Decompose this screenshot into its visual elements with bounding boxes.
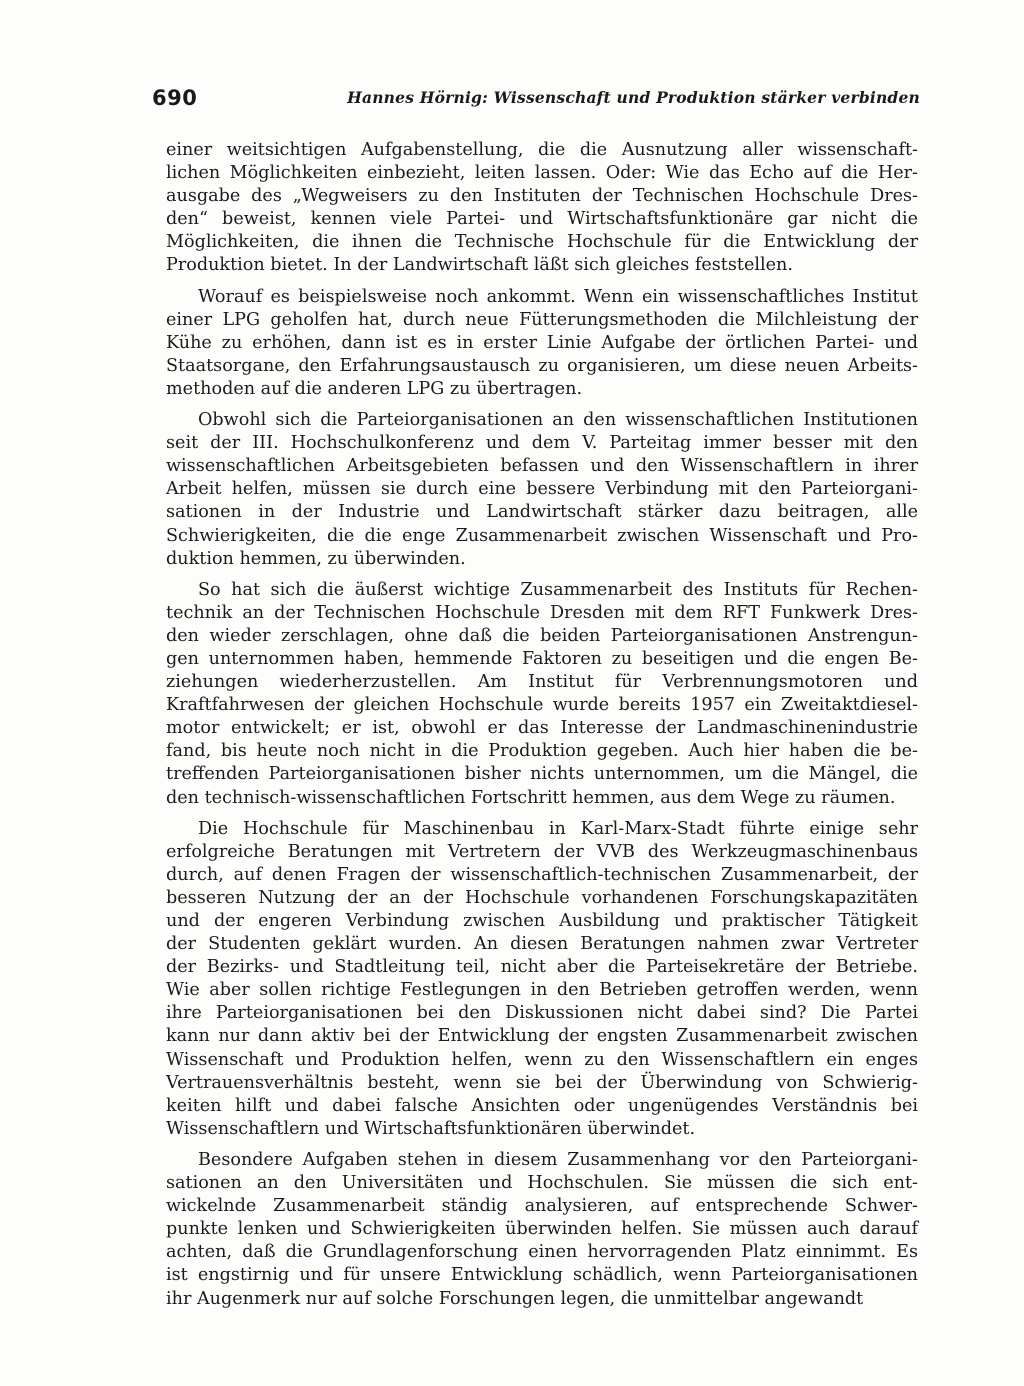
text-line: sationen in der Industrie und Landwirtschaft stärker dazu beitragen, alle <box>166 502 918 523</box>
text-line: der Bezirks- und Stadtleitung teil, nicht aber die Parteisekretäre der Betriebe. <box>166 957 918 978</box>
text-line: den technisch-wissenschaftlichen Fortschritt hemmen, aus dem Wege zu räumen. <box>166 787 896 808</box>
text-line: seit der III. Hochschulkonferenz und dem V. Parteitag immer besser mit den <box>166 433 918 454</box>
text-line: methoden auf die anderen LPG zu übertragen. <box>166 378 583 399</box>
text-line: keiten hilft und dabei falsche Ansichten oder ungenügendes Verständnis bei <box>166 1095 918 1116</box>
paragraph <box>166 409 918 571</box>
text-line: Die Hochschule für Maschinenbau in Karl-Marx-Stadt führte einige sehr <box>198 818 918 839</box>
text-line: einer weitsichtigen Aufgabenstellung, die die Ausnutzung aller wissenschaft- <box>166 140 918 160</box>
text-line: gen unternommen haben, hemmende Faktoren zu beseitigen und die engen Be- <box>166 648 918 669</box>
text-line: und der engeren Verbindung zwischen Ausbildung und praktischer Tätigkeit <box>166 911 918 931</box>
text-line: fand, bis heute noch nicht in die Produktion gegeben. Auch hier haben die be- <box>166 741 918 762</box>
running-head: Hannes Hörnig: Wissenschaft und Produktion stärker verbinden <box>347 88 920 107</box>
text-line: treffenden Parteiorganisationen bisher nichts unternommen, um die Mängel, die <box>166 764 918 785</box>
text-line: Obwohl sich die Parteiorganisationen an den wissenschaftlichen Institutionen <box>198 410 918 431</box>
text-line: der Studenten geklärt wurden. An diesen Beratungen nahmen zwar Vertreter <box>166 934 918 955</box>
text-line: Staatsorgane, den Erfahrungsaustausch zu organisieren, um diese neuen Arbeits- <box>166 355 918 376</box>
text-line: Möglichkeiten, die ihnen die Technische Hochschule für die Entwicklung der <box>166 232 918 253</box>
text-line: Kraftfahrwesen der gleichen Hochschule wurde bereits 1957 ein Zweitaktdiesel- <box>166 695 918 716</box>
text-line: Produktion bietet. In der Landwirtschaft läßt sich gleiches feststellen. <box>166 255 793 276</box>
text-line: Besondere Aufgaben stehen in diesem Zusammenhang vor den Parteiorgani- <box>198 1149 918 1170</box>
text-line: Kühe zu erhöhen, dann ist es in erster Linie Aufgabe der örtlichen Partei- und <box>166 332 918 353</box>
text-line: Arbeit helfen, müssen sie durch eine bessere Verbindung mit den Parteiorgani- <box>166 479 918 500</box>
text-line: einer LPG geholfen hat, durch neue Fütterungsmethoden die Milchleistung der <box>166 309 918 330</box>
text-line: technik an der Technischen Hochschule Dresden mit dem RFT Funkwerk Dres- <box>166 602 918 623</box>
text-line: ausgabe des „Wegweisers zu den Instituten der Technischen Hochschule Dres- <box>166 186 918 207</box>
body-text <box>166 139 918 1319</box>
page-number: 690 <box>152 86 198 110</box>
paragraph <box>166 818 918 1141</box>
paragraph <box>166 286 918 401</box>
text-line: lichen Möglichkeiten einbezieht, leiten lassen. Oder: Wie das Echo auf die Her- <box>166 163 918 184</box>
paragraph <box>166 139 918 278</box>
text-line: durch, auf denen Fragen der wissenschaftlich-technischen Zusammenarbeit, der <box>166 864 918 885</box>
text-line: Wie aber sollen richtige Festlegungen in den Betrieben getroffen werden, wenn <box>166 980 918 1001</box>
text-line: duktion hemmen, zu überwinden. <box>166 548 466 569</box>
text-line: ist engstirnig und für unsere Entwicklung schädlich, wenn Parteiorganisationen <box>166 1265 918 1286</box>
text-line: ihr Augenmerk nur auf solche Forschungen legen, die unmittelbar angewandt <box>166 1288 864 1309</box>
text-line: besseren Nutzung der an der Hochschule vorhandenen Forschungskapazitäten <box>166 887 918 908</box>
text-line: Wissenschaftlern und Wirtschaftsfunktionären überwindet. <box>166 1118 696 1139</box>
text-line: ihre Parteiorganisationen bei den Diskussionen nicht dabei sind? Die Partei <box>166 1003 918 1024</box>
text-line: wickelnde Zusammenarbeit ständig analysieren, auf entsprechende Schwer- <box>166 1196 918 1217</box>
text-line: den wieder zerschlagen, ohne daß die beiden Parteiorganisationen Anstrengun- <box>166 625 918 646</box>
text-line: wissenschaftlichen Arbeitsgebieten befassen und den Wissenschaftlern in ihrer <box>166 456 918 477</box>
text-line: achten, daß die Grundlagenforschung einen hervorragenden Platz einnimmt. Es <box>166 1242 918 1263</box>
text-line: erfolgreiche Beratungen mit Vertretern der VVB des Werkzeugmaschinenbaus <box>166 841 918 862</box>
text-line: den“ beweist, kennen viele Partei- und Wirtschaftsfunktionäre gar nicht die <box>166 209 918 230</box>
text-line: So hat sich die äußerst wichtige Zusammenarbeit des Instituts für Rechen- <box>198 579 918 600</box>
paragraph <box>166 579 918 810</box>
text-line: Schwierigkeiten, die die enge Zusammenarbeit zwischen Wissenschaft und Pro- <box>166 525 918 546</box>
paragraph <box>166 1149 918 1311</box>
text-line: punkte lenken und Schwierigkeiten überwinden helfen. Sie müssen auch darauf <box>166 1219 918 1240</box>
text-line: motor entwickelt; er ist, obwohl er das Interesse der Landmaschinenindustrie <box>166 718 918 739</box>
text-line: sationen an den Universitäten und Hochschulen. Sie müssen die sich ent- <box>166 1173 918 1194</box>
text-line: kann nur dann aktiv bei der Entwicklung der engsten Zusammenarbeit zwischen <box>166 1026 918 1047</box>
text-line: Worauf es beispielsweise noch ankommt. Wenn ein wissenschaftliches Institut <box>198 286 918 307</box>
page-header <box>152 84 920 114</box>
text-line: Wissenschaft und Produktion helfen, wenn zu den Wissenschaftlern ein enges <box>166 1049 918 1070</box>
text-line: ziehungen wiederherzustellen. Am Institut für Verbrennungsmotoren und <box>166 672 918 693</box>
text-line: Vertrauensverhältnis besteht, wenn sie bei der Überwindung von Schwierig- <box>166 1072 918 1093</box>
